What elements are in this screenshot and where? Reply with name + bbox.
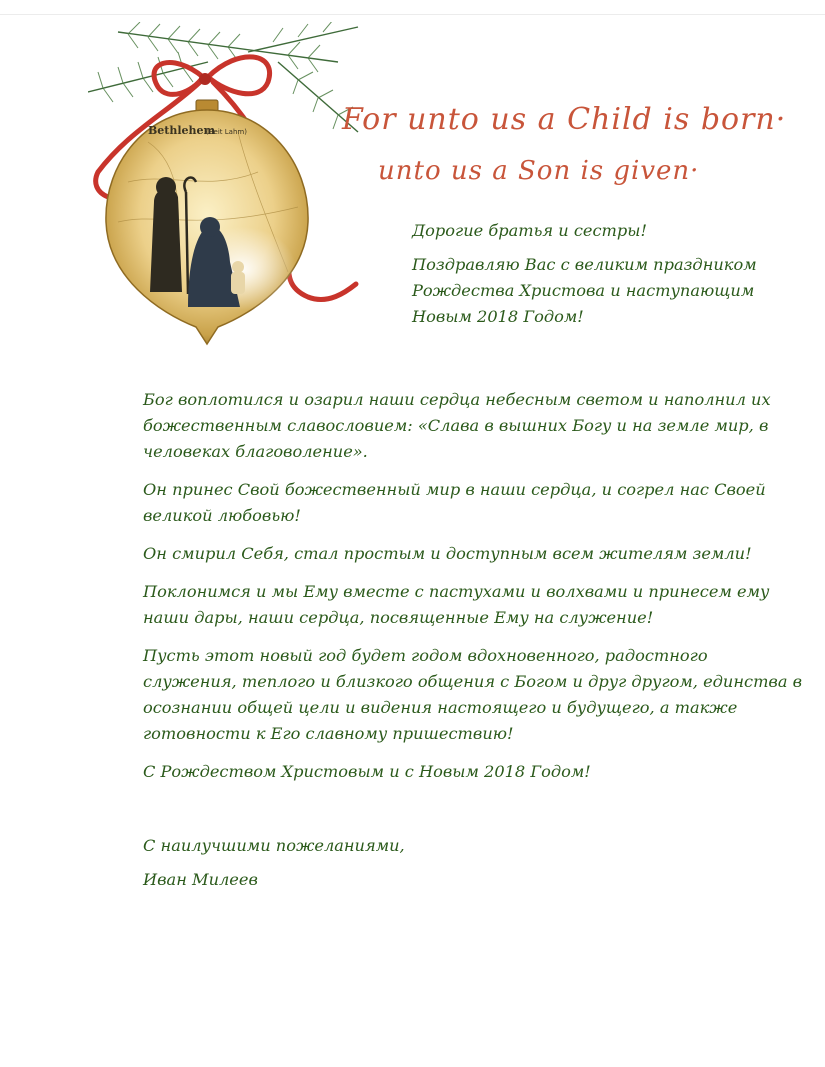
body-paragraph: Бог воплотился и озарил наши сердца небесным светом и наполнил их божественным славословием: «Слава в вышних Богу и на земле мир, в человеках благоволение». [143, 390, 771, 461]
signature: Иван Милеев [143, 870, 258, 889]
christmas-ornament-illustration [88, 22, 368, 347]
body-paragraph: С Рождеством Христовым и с Новым 2018 Годом! [143, 762, 591, 781]
closing-block [143, 833, 543, 901]
page-edge-line [0, 14, 825, 15]
salutation: Дорогие братья и сестры! [412, 221, 647, 240]
map-label-bethlehem: Bethlehem [148, 124, 216, 137]
body-paragraph: Он смирил Себя, стал простым и доступным всем жителям земли! [143, 544, 752, 563]
greeting-block [412, 218, 812, 340]
headline-line-2: unto us a Son is given· [378, 156, 700, 186]
letter-body [143, 387, 803, 797]
body-paragraph: Поклонимся и мы Ему вместе с пастухами и волхвами и принесем ему наши дары, наши сердца, посвященные Ему на служение! [143, 582, 770, 627]
closing-regards: С наилучшими пожеланиями, [143, 836, 405, 855]
body-paragraph: Пусть этот новый год будет годом вдохновенного, радостного служения, теплого и близкого общения с Богом и друг другом, единства в осознании общей цели и видения настоящего и будущего, а также готовности к Его славному пришествию! [143, 646, 803, 743]
map-sublabel: (Beit Lahm) [206, 128, 247, 136]
headline-line-1: For unto us a Child is born· [342, 102, 787, 137]
body-paragraph: Он принес Свой божественный мир в наши сердца, и согрел нас Своей великой любовью! [143, 480, 766, 525]
holiday-wish: Поздравляю Вас с великим праздником Рождества Христова и наступающим Новым 2018 Годом! [412, 255, 757, 326]
